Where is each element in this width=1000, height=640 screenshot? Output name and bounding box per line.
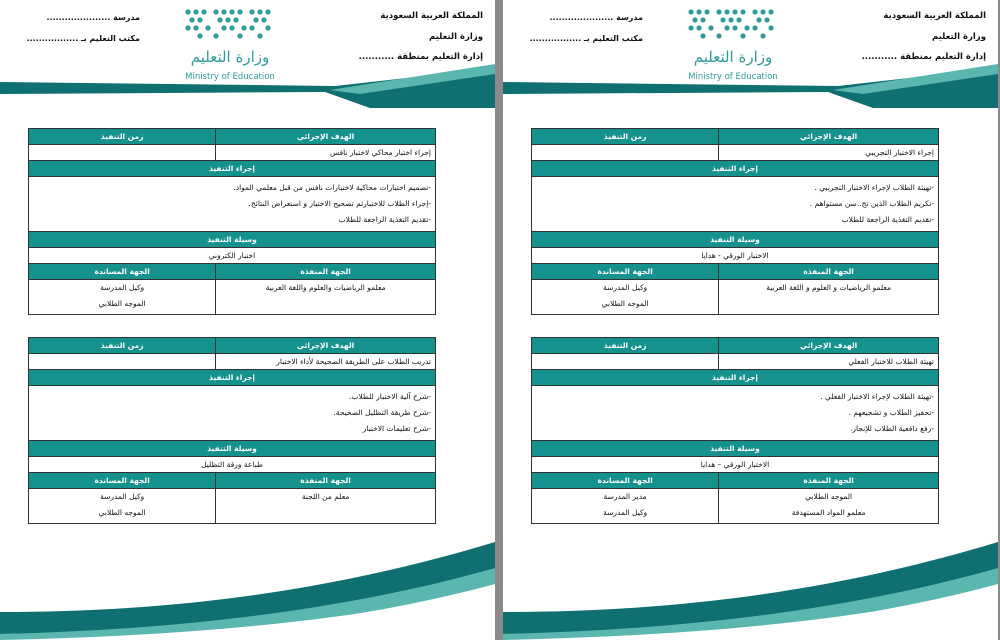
means-header: وسيلة التنفيذ	[29, 441, 436, 457]
time-header: زمن التنفيذ	[29, 129, 216, 145]
executor-value	[216, 489, 436, 524]
executor-header: الجهة المنفذة	[719, 264, 939, 280]
document-page-left	[0, 0, 495, 640]
logo-arabic-text: وزارة التعليم	[693, 48, 773, 66]
logo-english-text: Ministry of Education	[185, 72, 275, 82]
executor-header: الجهة المنفذة	[719, 473, 939, 489]
procedure-steps	[29, 177, 436, 232]
procedure-step: -رفع دافعية الطلاب للإنجاز.	[849, 424, 934, 433]
time-value	[532, 354, 719, 370]
procedure-step: -تقديم التغذية الراجعة للطلاب	[841, 215, 934, 224]
procedure-header: إجراء التنفيذ	[29, 161, 436, 177]
header-band	[503, 60, 998, 108]
means-value: طباعة ورقة التظليل	[29, 457, 436, 473]
procedure-steps	[532, 177, 939, 232]
support-item: الموجه الطلابي	[601, 299, 649, 308]
procedure-step: -تهيئة الطلاب لإجراء الاختبار الفعلي .	[820, 392, 934, 401]
means-value: الاختبار الورقي - هدايا	[532, 248, 939, 264]
support-header: الجهة المساندة	[29, 264, 216, 280]
support-item: وكيل المدرسة	[100, 492, 145, 501]
activity-card-2	[28, 337, 436, 524]
support-value	[29, 489, 216, 524]
means-header: وسيلة التنفيذ	[532, 441, 939, 457]
goal-value: إجراء الاختبار التجريبي	[719, 145, 939, 161]
time-header: زمن التنفيذ	[532, 338, 719, 354]
goal-header: الهدف الإجرائي	[216, 129, 436, 145]
ministry-label: وزارة التعليم	[429, 31, 483, 42]
support-header: الجهة المساندة	[29, 473, 216, 489]
school-header	[20, 14, 140, 56]
region-label: إدارة التعليم بمنطقة ...........	[358, 52, 483, 62]
executor-value	[719, 280, 939, 315]
executor-value	[216, 280, 436, 315]
procedure-step: -تقديم التغذية الراجعة للطلاب	[338, 215, 431, 224]
procedure-steps	[532, 386, 939, 441]
executor-header: الجهة المنفذة	[216, 473, 436, 489]
means-value: الاختبار الورقي – هدايا	[532, 457, 939, 473]
procedure-step: -إجراء الطلاب للاختبارثم تصحيح الاختبار و استعراض النتائج.	[248, 199, 431, 208]
executor-header: الجهة المنفذة	[216, 264, 436, 280]
procedure-header: إجراء التنفيذ	[532, 370, 939, 386]
support-header: الجهة المساندة	[532, 473, 719, 489]
means-header: وسيلة التنفيذ	[29, 232, 436, 248]
document-page-right	[503, 0, 998, 640]
activity-card-1	[531, 128, 939, 315]
goal-value: تدريب الطلاب على الطريقة الصحيحة لأداء الاختبار	[216, 354, 436, 370]
support-value	[532, 280, 719, 315]
support-item: وكيل المدرسة	[603, 508, 648, 517]
activity-card-2	[531, 337, 939, 524]
executor-item: معلمو الرياضيات والعلوم واللغة العربية	[265, 283, 386, 292]
time-value	[29, 354, 216, 370]
footer-band	[503, 540, 998, 640]
ministry-label: وزارة التعليم	[932, 31, 986, 42]
school-label: مدرسة .....................	[549, 13, 643, 22]
goal-header: الهدف الإجرائي	[719, 129, 939, 145]
procedure-header: إجراء التنفيذ	[532, 161, 939, 177]
support-item: وكيل المدرسة	[603, 283, 648, 292]
means-value: اختبار الكتروني	[29, 248, 436, 264]
procedure-step: -شرح تعليمات الاختبار	[362, 424, 431, 433]
procedure-step: -تصميم اختبارات محاكية لاختبارات نافس من قبل معلمي المواد.	[233, 183, 431, 192]
office-label: مكتب التعليم بـ .................	[529, 34, 643, 43]
executor-item: معلمو الرياضيات و العلوم و اللغة العربية	[766, 283, 891, 292]
logo-dots-icon	[683, 6, 783, 46]
logo-english-text: Ministry of Education	[688, 72, 778, 82]
activity-card-1	[28, 128, 436, 315]
goal-header: الهدف الإجرائي	[719, 338, 939, 354]
support-header: الجهة المساندة	[532, 264, 719, 280]
procedure-step: -تحفيز الطلاب و تشجيعهم .	[848, 408, 934, 417]
support-value	[29, 280, 216, 315]
time-header: زمن التنفيذ	[532, 129, 719, 145]
time-value	[532, 145, 719, 161]
time-header: زمن التنفيذ	[29, 338, 216, 354]
procedure-header: إجراء التنفيذ	[29, 370, 436, 386]
time-value	[29, 145, 216, 161]
procedure-step: -تهيئة الطلاب لإجراء الاختبار التجريبي .	[814, 183, 934, 192]
region-label: إدارة التعليم بمنطقة ...........	[861, 52, 986, 62]
school-label: مدرسة .....................	[46, 13, 140, 22]
support-item: مدير المدرسة	[603, 492, 647, 501]
executor-value	[719, 489, 939, 524]
procedure-step: -تكريم الطلاب الذين تج..سن مستواهم .	[809, 199, 934, 208]
kingdom-label: المملكة العربية السعودية	[380, 11, 483, 21]
kingdom-label: المملكة العربية السعودية	[883, 11, 986, 21]
support-item: وكيل المدرسة	[100, 283, 145, 292]
office-label: مكتب التعليم بـ .................	[26, 34, 140, 43]
goal-value: إجراء اختبار محاكي لاختبار نافس	[216, 145, 436, 161]
executor-item: الموجه الطلابي	[805, 492, 853, 501]
support-value	[532, 489, 719, 524]
logo-dots-icon	[180, 6, 280, 46]
support-item: الموجه الطلابي	[98, 508, 146, 517]
procedure-step: -شرح آلية الاختبار للطلاب.	[348, 392, 431, 401]
executor-item: معلم من اللجنة	[301, 492, 350, 501]
footer-band	[0, 540, 495, 640]
procedure-step: -شرح طريقة التظليل الصحيحة.	[333, 408, 431, 417]
goal-value: تهيئة الطلاب للاختبار الفعلي	[719, 354, 939, 370]
logo-arabic-text: وزارة التعليم	[190, 48, 270, 66]
executor-item: معلمو المواد المستهدفة	[791, 508, 866, 517]
school-header	[523, 14, 643, 56]
procedure-steps	[29, 386, 436, 441]
goal-header: الهدف الإجرائي	[216, 338, 436, 354]
support-item: الموجه الطلابي	[98, 299, 146, 308]
means-header: وسيلة التنفيذ	[532, 232, 939, 248]
header-band	[0, 60, 495, 108]
